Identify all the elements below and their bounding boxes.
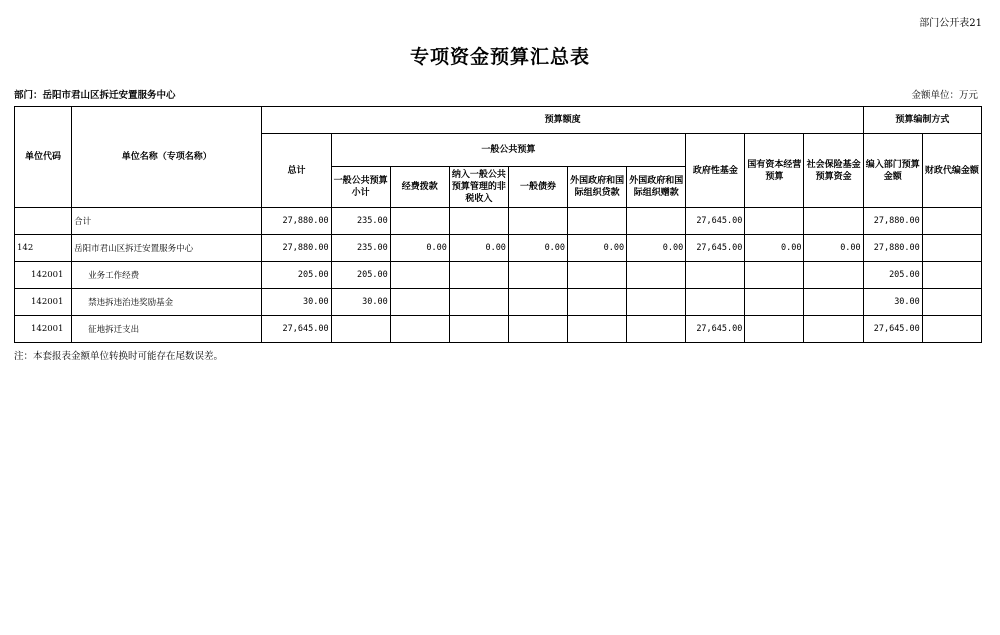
cell-proxy: [922, 208, 981, 235]
cell-proxy: [922, 289, 981, 316]
cell-proxy: [922, 235, 981, 262]
cell-state-capital: 0.00: [745, 235, 804, 262]
cell-social: [804, 316, 863, 343]
cell-dept: 27,645.00: [863, 316, 922, 343]
footnote: 注：本套报表金额单位转换时可能存在尾数误差。: [14, 351, 224, 362]
cell-gov-fund: 27,645.00: [686, 208, 745, 235]
cell-unit-name: 征地拆迁支出: [72, 316, 262, 343]
cell-total: 27,880.00: [262, 208, 331, 235]
cell-social: [804, 289, 863, 316]
cell-unit-code: 142001: [15, 289, 72, 316]
cell-fee: [390, 262, 449, 289]
header-state-capital: 国有资本经营预算: [745, 134, 804, 208]
cell-social: 0.00: [804, 235, 863, 262]
header-general-public: 一般公共预算: [331, 134, 686, 167]
cell-unit-code: 142001: [15, 316, 72, 343]
header-unit-name: 单位名称（专项名称）: [72, 107, 262, 208]
cell-gp-subtotal: 205.00: [331, 262, 390, 289]
cell-dept: 30.00: [863, 289, 922, 316]
cell-unit-name: 岳阳市君山区拆迁安置服务中心: [72, 235, 262, 262]
cell-fee: [390, 289, 449, 316]
header-unit-code: 单位代码: [15, 107, 72, 208]
cell-bonds: 0.00: [508, 235, 567, 262]
cell-total: 205.00: [262, 262, 331, 289]
table-row: [15, 208, 982, 235]
cell-grants: [627, 208, 686, 235]
cell-gp-subtotal: 30.00: [331, 289, 390, 316]
cell-grants: [627, 316, 686, 343]
cell-bonds: [508, 316, 567, 343]
cell-total: 27,645.00: [262, 316, 331, 343]
header-social-insurance: 社会保险基金预算资金: [804, 134, 863, 208]
header-gp-subtotal: 一般公共预算小计: [331, 167, 390, 208]
cell-nontax: [449, 208, 508, 235]
page-title: 专项资金预算汇总表: [409, 46, 590, 68]
cell-nontax: [449, 289, 508, 316]
header-foreign-grants: 外国政府和国际组织赠款: [627, 167, 686, 208]
budget-table: [14, 106, 982, 343]
cell-gp-subtotal: 235.00: [331, 235, 390, 262]
unit-label: 金额单位：万元: [911, 90, 978, 101]
cell-unit-code: 142: [15, 235, 72, 262]
table-row: [15, 289, 982, 316]
header-budget-amount: 预算额度: [262, 107, 863, 134]
header-dept-prepared: 编入部门预算金额: [863, 134, 922, 208]
cell-bonds: [508, 289, 567, 316]
cell-proxy: [922, 262, 981, 289]
cell-grants: 0.00: [627, 235, 686, 262]
cell-loans: [568, 316, 627, 343]
cell-state-capital: [745, 262, 804, 289]
header-total: 总计: [262, 134, 331, 208]
cell-gp-subtotal: [331, 316, 390, 343]
cell-fee: [390, 208, 449, 235]
cell-dept: 27,880.00: [863, 235, 922, 262]
cell-dept: 205.00: [863, 262, 922, 289]
cell-total: 27,880.00: [262, 235, 331, 262]
header-foreign-loans: 外国政府和国际组织贷款: [568, 167, 627, 208]
header-gov-fund: 政府性基金: [686, 134, 745, 208]
cell-nontax: [449, 262, 508, 289]
cell-nontax: [449, 316, 508, 343]
cell-unit-name: 禁违拆违治违奖励基金: [72, 289, 262, 316]
cell-grants: [627, 262, 686, 289]
header-finance-proxy: 财政代编金额: [922, 134, 981, 208]
cell-fee: [390, 316, 449, 343]
cell-gov-fund: [686, 262, 745, 289]
header-budget-method: 预算编制方式: [863, 107, 981, 134]
cell-dept: 27,880.00: [863, 208, 922, 235]
cell-gov-fund: [686, 289, 745, 316]
cell-social: [804, 262, 863, 289]
cell-unit-name: 合计: [72, 208, 262, 235]
header-general-bonds: 一般债券: [508, 167, 567, 208]
cell-bonds: [508, 262, 567, 289]
cell-loans: [568, 208, 627, 235]
cell-total: 30.00: [262, 289, 331, 316]
cell-gov-fund: 27,645.00: [686, 316, 745, 343]
cell-unit-code: [15, 208, 72, 235]
table-row: [15, 262, 982, 289]
header-nontax-income: 纳入一般公共预算管理的非税收入: [449, 167, 508, 208]
cell-gov-fund: 27,645.00: [686, 235, 745, 262]
cell-nontax: 0.00: [449, 235, 508, 262]
cell-gp-subtotal: 235.00: [331, 208, 390, 235]
table-row: [15, 316, 982, 343]
header-fee-allocation: 经费拨款: [390, 167, 449, 208]
cell-fee: 0.00: [390, 235, 449, 262]
cell-loans: [568, 262, 627, 289]
department-label: 部门：岳阳市君山区拆迁安置服务中心: [14, 90, 176, 101]
cell-state-capital: [745, 316, 804, 343]
cell-grants: [627, 289, 686, 316]
cell-loans: 0.00: [568, 235, 627, 262]
cell-state-capital: [745, 208, 804, 235]
cell-proxy: [922, 316, 981, 343]
form-number: 部门公开表21: [919, 18, 982, 29]
cell-bonds: [508, 208, 567, 235]
cell-state-capital: [745, 289, 804, 316]
cell-loans: [568, 289, 627, 316]
cell-unit-name: 业务工作经费: [72, 262, 262, 289]
cell-social: [804, 208, 863, 235]
table-row: [15, 235, 982, 262]
cell-unit-code: 142001: [15, 262, 72, 289]
